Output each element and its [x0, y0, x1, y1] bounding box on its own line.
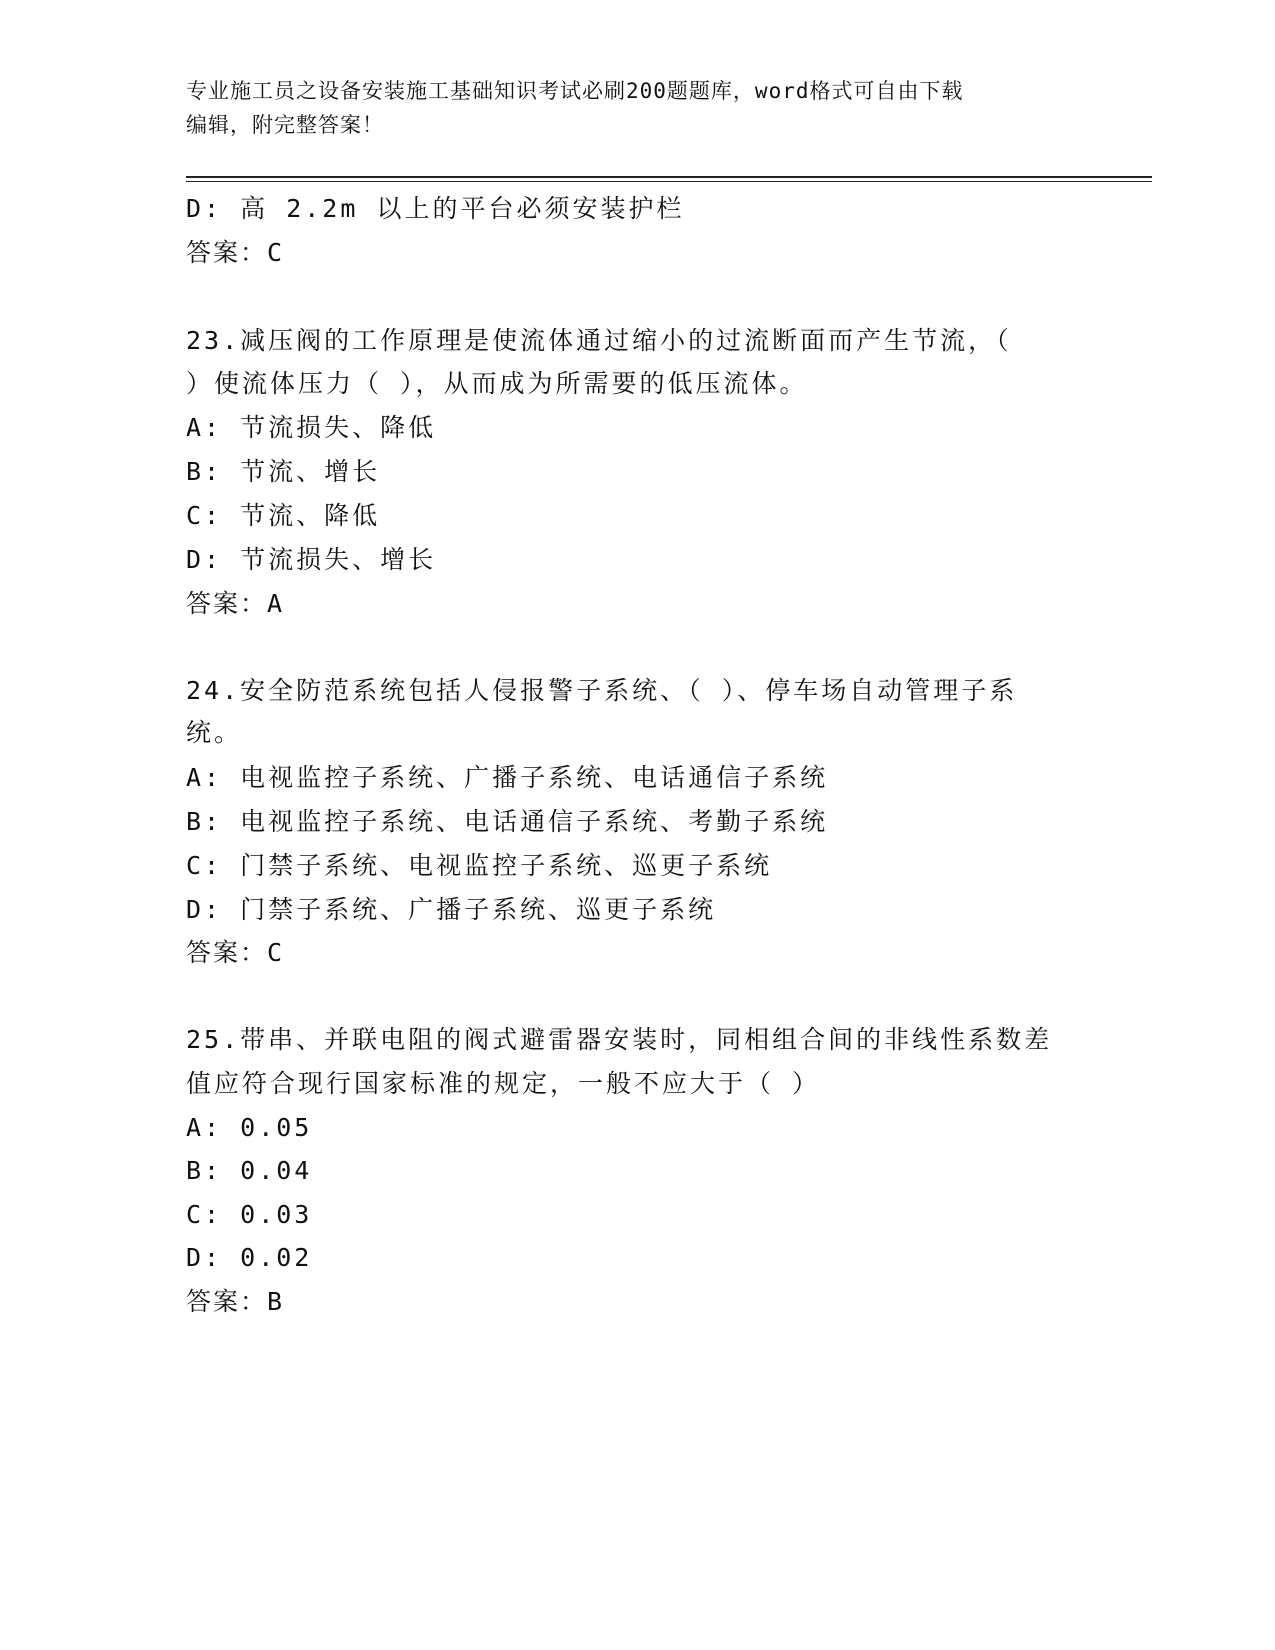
q23-stem-line2: ）使流体压力（ ），从而成为所需要的低压流体。 — [186, 369, 808, 398]
q24-option-b: B: 电视监控子系统、电话通信子系统、考勤子系统 — [186, 807, 829, 836]
q23-option-a: A: 节流损失、降低 — [186, 413, 437, 442]
header-title-line2: 编辑，附完整答案！ — [186, 113, 384, 137]
q23-option-b: B: 节流、增长 — [186, 457, 381, 486]
prev-option-d: D: 高 2.2m 以上的平台必须安装护栏 — [186, 194, 685, 223]
q25-option-d: D: 0.02 — [186, 1243, 313, 1272]
q25-stem-line2: 值应符合现行国家标准的规定，一般不应大于（ ） — [186, 1069, 821, 1098]
q25-option-b: B: 0.04 — [186, 1156, 313, 1185]
header-title-line1: 专业施工员之设备安装施工基础知识考试必刷200题题库，word格式可自由下载 — [186, 79, 964, 103]
q25-option-a: A: 0.05 — [186, 1113, 313, 1142]
header-rule-thin — [186, 181, 1152, 182]
q25-answer: 答案：B — [186, 1287, 285, 1316]
q23-stem-line1: 23.减压阀的工作原理是使流体通过缩小的过流断面而产生节流，（ — [186, 326, 1012, 355]
q24-stem-line1: 24.安全防范系统包括人侵报警子系统、（ ）、停车场自动管理子系 — [186, 676, 1018, 705]
q24-option-a: A: 电视监控子系统、广播子系统、电话通信子系统 — [186, 763, 829, 792]
prev-answer: 答案：C — [186, 238, 285, 267]
q24-option-c: C: 门禁子系统、电视监控子系统、巡更子系统 — [186, 851, 773, 880]
q25-option-c: C: 0.03 — [186, 1200, 313, 1229]
q24-stem-line2: 统。 — [186, 718, 243, 747]
header-rule-thick — [186, 176, 1152, 178]
q23-option-c: C: 节流、降低 — [186, 501, 381, 530]
q24-option-d: D: 门禁子系统、广播子系统、巡更子系统 — [186, 895, 717, 924]
q24-answer: 答案：C — [186, 938, 285, 967]
q23-answer: 答案：A — [186, 589, 285, 618]
document-header — [186, 74, 1066, 142]
q25-stem-line1: 25.带串、并联电阻的阀式避雷器安装时，同相组合间的非线性系数差 — [186, 1025, 1053, 1054]
q23-option-d: D: 节流损失、增长 — [186, 545, 437, 574]
